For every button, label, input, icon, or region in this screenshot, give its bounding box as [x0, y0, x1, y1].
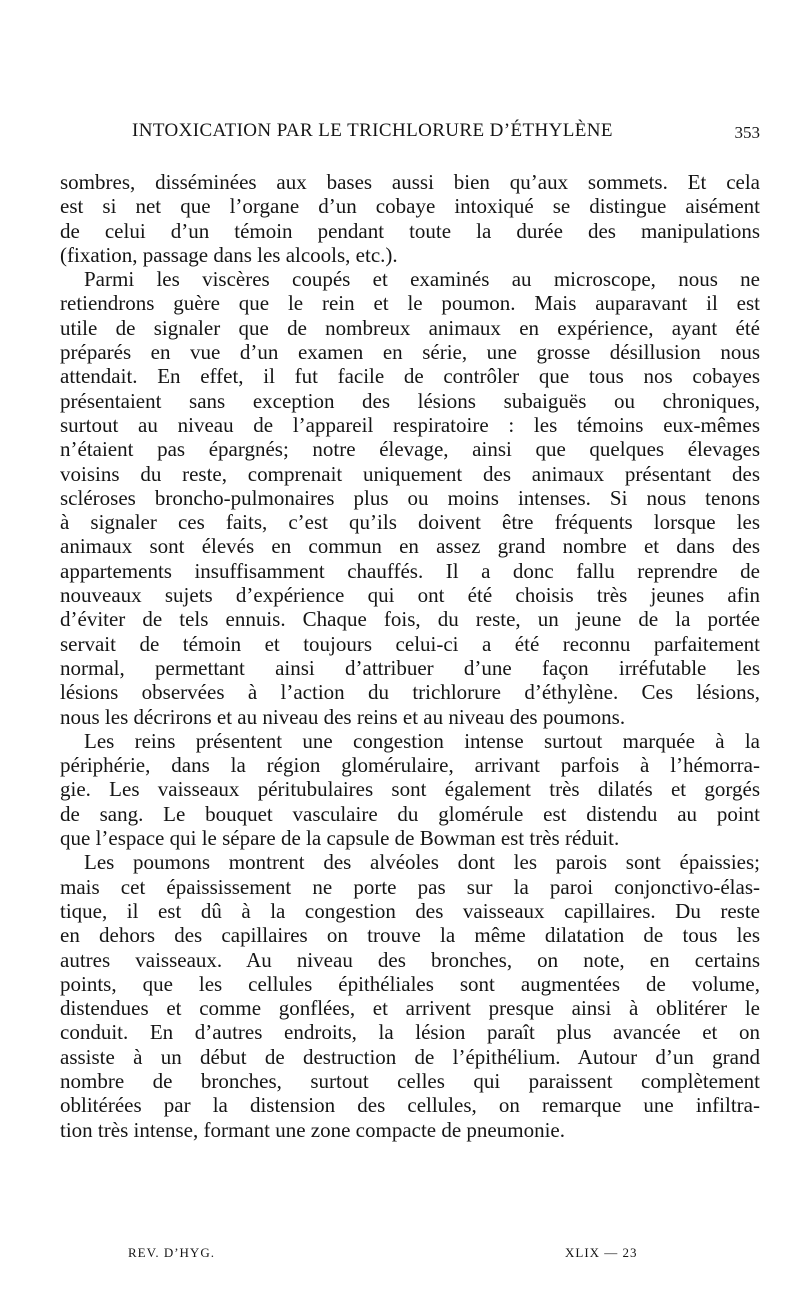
- text-line: à signaler ces faits, c’est qu’ils doivent être fréquents lorsque les: [60, 510, 760, 535]
- text-line: préparés en vue d’un examen en série, une grosse désillusion nous: [60, 340, 760, 365]
- text-line: nous les décrirons et au niveau des reins et au niveau des poumons.: [60, 704, 626, 729]
- text-line: tion très intense, formant une zone compacte de pneumonie.: [60, 1117, 565, 1142]
- text-line: est si net que l’organe d’un cobaye intoxiqué se distingue aisément: [60, 194, 760, 219]
- text-line: conduit. En d’autres endroits, la lésion paraît plus avancée et on: [60, 1020, 760, 1045]
- text-line: gie. Les vaisseaux péritubulaires sont également très dilatés et gorgés: [60, 777, 760, 802]
- signature-mark: XLIX — 23: [565, 1245, 638, 1260]
- paragraph-first-line: Les reins présentent une congestion intense surtout marquée à la: [84, 728, 760, 753]
- text-line: que l’espace qui le sépare de la capsule de Bowman est très réduit.: [60, 826, 620, 851]
- text-line: scléroses broncho-pulmonaires plus ou moins intenses. Si nous tenons: [60, 485, 760, 510]
- text-line: appartements insuffisamment chauffés. Il a donc fallu reprendre de: [60, 558, 760, 583]
- journal-abbreviation: REV. D’HYG.: [128, 1245, 215, 1260]
- text-line: autres vaisseaux. Au niveau des bronches, on note, en certains: [60, 947, 760, 972]
- text-line: distendues et comme gonflées, et arrivent presque ainsi à oblitérer le: [60, 996, 760, 1021]
- text-line: présentaient sans exception des lésions subaiguës ou chroniques,: [60, 388, 760, 413]
- text-line: nombre de bronches, surtout celles qui paraissent complètement: [60, 1068, 760, 1093]
- text-line: voisins du reste, comprenait uniquement des animaux présentant des: [60, 461, 760, 486]
- text-line: mais cet épaississement ne porte pas sur la paroi conjonctivo-élas-: [60, 874, 760, 899]
- text-line: servait de témoin et toujours celui-ci a été reconnu parfaitement: [60, 631, 760, 656]
- text-line: périphérie, dans la région glomérulaire, arrivant parfois à l’hémorra-: [60, 753, 760, 778]
- text-line: retiendrons guère que le rein et le poumon. Mais auparavant il est: [60, 291, 760, 316]
- text-line: normal, permettant ainsi d’attribuer d’une façon irréfutable les: [60, 655, 760, 680]
- paragraph-first-line: Parmi les viscères coupés et examinés au microscope, nous ne: [84, 267, 760, 292]
- text-line: nouveaux sujets d’expérience qui ont été choisis très jeunes afin: [60, 583, 760, 608]
- text-line: animaux sont élevés en commun en assez grand nombre et dans des: [60, 534, 760, 559]
- text-line: tique, il est dû à la congestion des vaisseaux capillaires. Du reste: [60, 898, 760, 923]
- text-line: (fixation, passage dans les alcools, etc.).: [60, 242, 398, 267]
- header-title: INTOXICATION PAR LE TRICHLORURE D’ÉTHYLÈNE: [132, 120, 613, 141]
- text-line: de celui d’un témoin pendant toute la durée des manipulations: [60, 218, 760, 243]
- text-line: n’étaient pas épargnés; notre élevage, ainsi que quelques élevages: [60, 437, 760, 462]
- text-line: assiste à un début de destruction de l’épithélium. Autour d’un grand: [60, 1044, 760, 1069]
- text-line: de sang. Le bouquet vasculaire du glomérule est distendu au point: [60, 801, 760, 826]
- paragraph-first-line: Les poumons montrent des alvéoles dont les parois sont épaissies;: [84, 850, 760, 875]
- text-line: surtout au niveau de l’appareil respiratoire : les témoins eux-mêmes: [60, 412, 760, 437]
- text-line: en dehors des capillaires on trouve la même dilatation de tous les: [60, 923, 760, 948]
- body-text: [60, 170, 760, 1142]
- page-number: 353: [734, 123, 760, 142]
- text-line: points, que les cellules épithéliales sont augmentées de volume,: [60, 971, 760, 996]
- text-line: utile de signaler que de nombreux animaux en expérience, ayant été: [60, 315, 760, 340]
- text-line: oblitérées par la distension des cellules, on remarque une infiltra-: [60, 1093, 760, 1118]
- text-line: attendait. En effet, il fut facile de contrôler que tous nos cobayes: [60, 364, 760, 389]
- text-line: d’éviter de tels ennuis. Chaque fois, du reste, un jeune de la portée: [60, 607, 760, 632]
- text-line: lésions observées à l’action du trichlorure d’éthylène. Ces lésions,: [60, 680, 760, 705]
- text-line: sombres, disséminées aux bases aussi bien qu’aux sommets. Et cela: [60, 170, 760, 194]
